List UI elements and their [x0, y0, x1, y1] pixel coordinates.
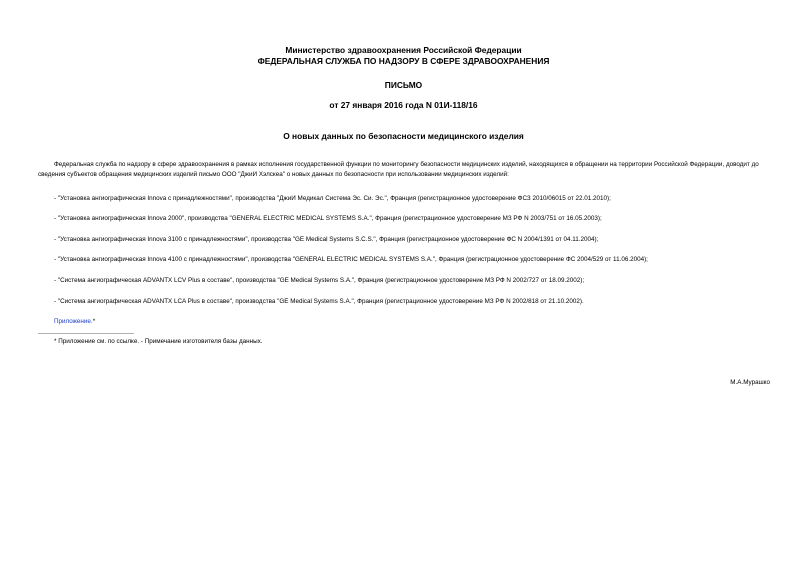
signature-name: М.А.Мурашко	[730, 379, 770, 386]
footnote-divider	[38, 333, 134, 334]
list-item: - "Система ангиографическая ADVANTX LCV Plus в составе", производства "GE Medical Systems S.A.", Франция (регистрационное удостоверение МЗ РФ N 2002/727 от 18.09.2002);	[54, 277, 585, 284]
document-type: ПИСЬМО	[384, 80, 423, 90]
list-item: - "Установка ангиографическая Innova с принадлежностями", производства "ДжиИ Медикал Система Эс. Си. Эс.", Франция (регистрационное удостоверение ФСЗ 2010/06015 от 22.01.2010);	[54, 195, 611, 202]
appendix-link[interactable]	[54, 318, 95, 325]
document-date-number: от 27 января 2016 года N 01И-118/16	[329, 100, 478, 110]
ministry-name: Министерство здравоохранения Российской Федерации	[285, 45, 522, 55]
list-item: - "Система ангиографическая ADVANTX LCA Plus в составе", производства "GE Medical Systems S.A.", Франция (регистрационное удостоверение МЗ РФ N 2002/818 от 21.10.2002).	[54, 298, 584, 305]
document-header	[0, 45, 807, 67]
list-item: - "Установка ангиографическая Innova 3100 с принадлежностями", производства "GE Medical Systems S.C.S.", Франция (регистрационное удостоверение ФС N 2004/1391 от 04.11.2004);	[54, 236, 599, 243]
footnote-text: * Приложение см. по ссылке. - Примечание изготовителя базы данных.	[54, 338, 263, 345]
list-item: - "Установка ангиографическая Innova 2000", производства "GENERAL ELECTRIC MEDICAL SYSTEMS S.A.", Франция (регистрационное удостоверение МЗ РФ N 2003/751 от 16.05.2003);	[54, 215, 602, 222]
intro-paragraph: Федеральная служба по надзору в сфере здравоохранения в рамках исполнения государственной функции по мониторингу безопасности медицинских изделий, находящихся в обращении на территории Российской Федерации, доводит до сведения субъектов обращения медицинских изделий письмо ООО "ДжиИ Хэлскеа" о новых данных по безопасности при использовании медицинских изделий:	[38, 161, 759, 178]
service-name: ФЕДЕРАЛЬНАЯ СЛУЖБА ПО НАДЗОРУ В СФЕРЕ ЗДРАВООХРАНЕНИЯ	[257, 56, 550, 66]
document-subject: О новых данных по безопасности медицинского изделия	[283, 131, 524, 141]
appendix-star: *	[92, 318, 96, 325]
appendix-link-label: Приложение.	[54, 318, 93, 325]
list-item: - "Установка ангиографическая Innova 4100 с принадлежностями", производства "GENERAL ELECTRIC MEDICAL SYSTEMS S.A.", Франция (регистрационное удостоверение ФС 2004/529 от 11.06.2004);	[54, 256, 648, 263]
